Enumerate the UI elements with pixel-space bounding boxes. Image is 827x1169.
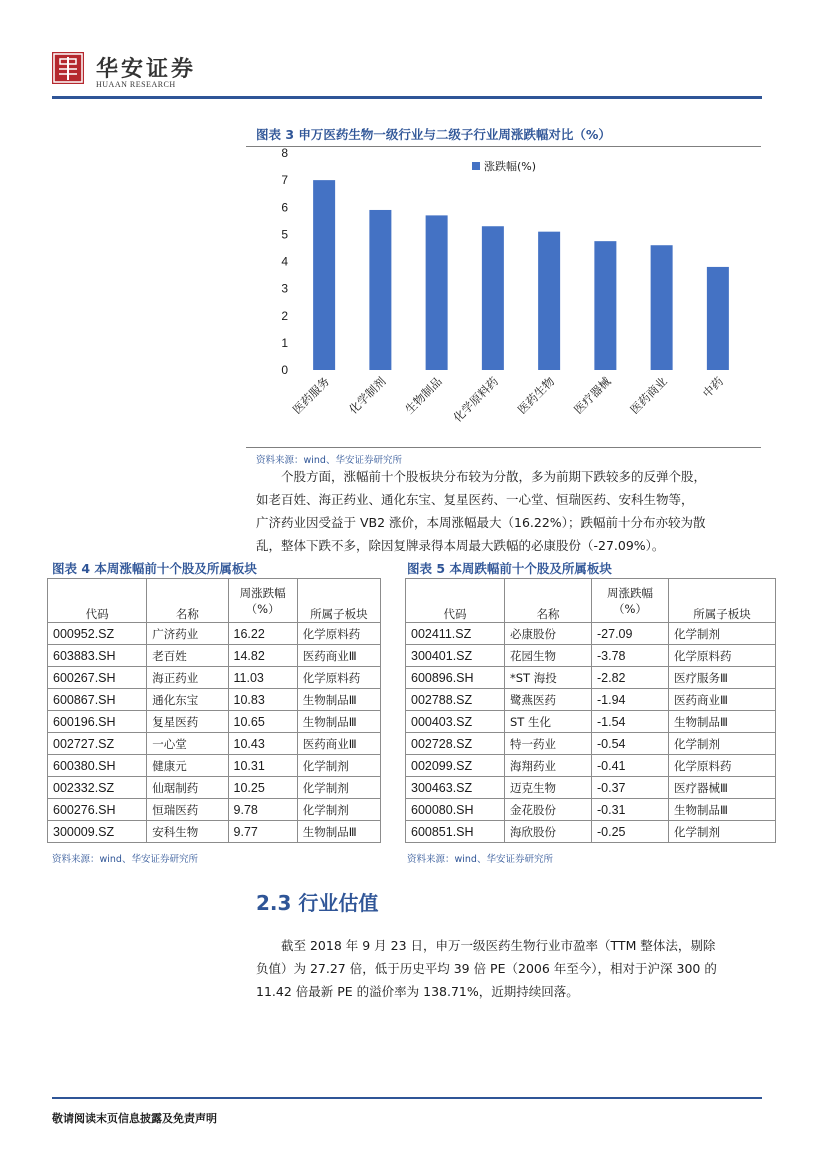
stock-code: 002332.SZ bbox=[48, 777, 147, 799]
y-tick-label: 8 bbox=[281, 147, 288, 160]
stock-name: 广济药业 bbox=[147, 623, 228, 645]
y-tick-label: 6 bbox=[281, 200, 288, 215]
table4-title: 图表 4 本周涨幅前十个股及所属板块 bbox=[52, 561, 257, 576]
sub-sector: 化学制剂 bbox=[669, 733, 776, 755]
table-row bbox=[48, 799, 381, 821]
weekly-change: 10.83 bbox=[228, 689, 297, 711]
sub-sector: 化学原料药 bbox=[669, 755, 776, 777]
y-tick-label: 1 bbox=[281, 335, 288, 350]
table-row bbox=[406, 733, 776, 755]
sub-sector: 医疗器械Ⅲ bbox=[669, 777, 776, 799]
weekly-change: -1.54 bbox=[592, 711, 669, 733]
stock-name: 鹭燕医药 bbox=[505, 689, 592, 711]
bar bbox=[651, 245, 673, 370]
sub-sector: 医药商业Ⅲ bbox=[669, 689, 776, 711]
header-change bbox=[592, 579, 669, 623]
table-row bbox=[48, 711, 381, 733]
weekly-change: -0.37 bbox=[592, 777, 669, 799]
table-row bbox=[48, 623, 381, 645]
table-row bbox=[48, 667, 381, 689]
sub-sector: 生物制品Ⅲ bbox=[297, 689, 380, 711]
y-tick-label: 4 bbox=[281, 254, 288, 269]
x-tick-label: 中药 bbox=[699, 374, 726, 401]
header-name: 名称 bbox=[505, 579, 592, 623]
figure3-title: 图表 3 申万医药生物一级行业与二级子行业周涨跌幅对比（%） bbox=[256, 127, 611, 142]
header-change-top: 周涨跌幅 bbox=[607, 585, 653, 600]
brand-name-cn: 华安证券 bbox=[96, 56, 197, 82]
table-row bbox=[406, 755, 776, 777]
weekly-change: -0.54 bbox=[592, 733, 669, 755]
table5-title: 图表 5 本周跌幅前十个股及所属板块 bbox=[407, 561, 612, 576]
table-row bbox=[406, 689, 776, 711]
sub-sector: 化学原料药 bbox=[669, 645, 776, 667]
weekly-change: 9.77 bbox=[228, 821, 297, 843]
stock-name: *ST 海投 bbox=[505, 667, 592, 689]
section-heading: 2.3 行业估值 bbox=[256, 891, 379, 915]
stock-code: 600851.SH bbox=[406, 821, 505, 843]
weekly-change: -3.78 bbox=[592, 645, 669, 667]
header-code: 代码 bbox=[406, 579, 505, 623]
weekly-change: 11.03 bbox=[228, 667, 297, 689]
sub-sector: 生物制品Ⅲ bbox=[669, 711, 776, 733]
sub-sector: 化学原料药 bbox=[297, 623, 380, 645]
stock-name: 健康元 bbox=[147, 755, 228, 777]
table-row bbox=[406, 777, 776, 799]
stock-code: 002411.SZ bbox=[406, 623, 505, 645]
stock-code: 600080.SH bbox=[406, 799, 505, 821]
header-divider bbox=[52, 96, 762, 99]
stock-code: 300463.SZ bbox=[406, 777, 505, 799]
stock-code: 300401.SZ bbox=[406, 645, 505, 667]
stock-name: 安科生物 bbox=[147, 821, 228, 843]
stock-name: 一心堂 bbox=[147, 733, 228, 755]
weekly-change: 10.65 bbox=[228, 711, 297, 733]
sub-sector: 化学制剂 bbox=[297, 799, 380, 821]
sub-sector: 化学原料药 bbox=[297, 667, 380, 689]
bar bbox=[369, 210, 391, 370]
paragraph-line: 负值）为 27.27 倍，低于历史平均 39 倍 PE（2006 年至今），相对于沪深 300 的 bbox=[256, 961, 717, 976]
sub-sector: 化学制剂 bbox=[669, 821, 776, 843]
header-sector: 所属子板块 bbox=[669, 579, 776, 623]
table-row bbox=[406, 623, 776, 645]
stock-name: 海翔药业 bbox=[505, 755, 592, 777]
weekly-change: -0.41 bbox=[592, 755, 669, 777]
table-row bbox=[406, 711, 776, 733]
sub-sector: 化学制剂 bbox=[669, 623, 776, 645]
y-tick-label: 3 bbox=[281, 281, 288, 296]
x-tick-label: 医疗器械 bbox=[571, 374, 614, 417]
paragraph-line: 乱，整体下跌不多，除因复牌录得本周最大跌幅的必康股份（-27.09%）。 bbox=[256, 538, 665, 553]
bar bbox=[313, 180, 335, 370]
stock-name: 迈克生物 bbox=[505, 777, 592, 799]
stock-name: 金花股份 bbox=[505, 799, 592, 821]
table-row bbox=[406, 645, 776, 667]
legend-swatch bbox=[472, 162, 480, 170]
y-tick-label: 0 bbox=[281, 363, 288, 377]
stock-code: 300009.SZ bbox=[48, 821, 147, 843]
figure3-bottom-rule bbox=[246, 447, 761, 448]
x-tick-label: 医药生物 bbox=[514, 374, 558, 417]
table-row bbox=[406, 821, 776, 843]
weekly-change: -27.09 bbox=[592, 623, 669, 645]
sub-sector: 生物制品Ⅲ bbox=[297, 821, 380, 843]
bar bbox=[538, 232, 560, 370]
weekly-change: 10.25 bbox=[228, 777, 297, 799]
sub-sector: 医药商业Ⅲ bbox=[297, 645, 380, 667]
figure3-source: 资料来源：wind、华安证券研究所 bbox=[256, 455, 402, 466]
stock-code: 600267.SH bbox=[48, 667, 147, 689]
bar bbox=[482, 226, 504, 370]
stock-code: 002099.SZ bbox=[406, 755, 505, 777]
sub-sector: 医疗服务Ⅲ bbox=[669, 667, 776, 689]
y-tick-label: 7 bbox=[281, 173, 288, 188]
header-change-bottom: （%） bbox=[613, 601, 647, 616]
disclaimer-notice: 敬请阅读末页信息披露及免责声明 bbox=[52, 1112, 217, 1125]
table-row bbox=[48, 645, 381, 667]
brand-name-en: HUAAN RESEARCH bbox=[96, 80, 176, 89]
table4-source: 资料来源：wind、华安证券研究所 bbox=[52, 854, 198, 865]
table-row bbox=[406, 799, 776, 821]
sub-sector: 生物制品Ⅲ bbox=[669, 799, 776, 821]
sub-sector: 医药商业Ⅲ bbox=[297, 733, 380, 755]
x-tick-label: 医药商业 bbox=[627, 374, 670, 417]
paragraph-line: 广济药业因受益于 VB2 涨价，本周涨幅最大（16.22%）；跌幅前十分布亦较为散 bbox=[256, 515, 706, 530]
stock-name: 恒瑞医药 bbox=[147, 799, 228, 821]
stock-code: 002788.SZ bbox=[406, 689, 505, 711]
stock-name: 仙琚制药 bbox=[147, 777, 228, 799]
weekly-change: -0.25 bbox=[592, 821, 669, 843]
stock-name: ST 生化 bbox=[505, 711, 592, 733]
stock-code: 600896.SH bbox=[406, 667, 505, 689]
sub-sector: 化学制剂 bbox=[297, 777, 380, 799]
footer-divider bbox=[52, 1097, 762, 1099]
header-change bbox=[228, 579, 297, 623]
stock-code: 002728.SZ bbox=[406, 733, 505, 755]
stock-code: 002727.SZ bbox=[48, 733, 147, 755]
stock-name: 必康股份 bbox=[505, 623, 592, 645]
header-code: 代码 bbox=[48, 579, 147, 623]
weekly-change: 16.22 bbox=[228, 623, 297, 645]
header-change-bottom: （%） bbox=[245, 601, 280, 616]
bar bbox=[707, 267, 729, 370]
header-change-top: 周涨跌幅 bbox=[239, 585, 286, 600]
stock-name: 复星医药 bbox=[147, 711, 228, 733]
paragraph-line: 11.42 倍最新 PE 的溢价率为 138.71%，近期持续回落。 bbox=[256, 984, 579, 999]
stock-code: 000952.SZ bbox=[48, 623, 147, 645]
paragraph-line: 个股方面，涨幅前十个股板块分布较为分散，多为前期下跌较多的反弹个股， bbox=[281, 469, 707, 484]
weekly-change: -2.82 bbox=[592, 667, 669, 689]
paragraph-line: 如老百姓、海正药业、通化东宝、复星医药、一心堂、恒瑞医药、安科生物等， bbox=[256, 492, 694, 507]
weekly-change: 10.31 bbox=[228, 755, 297, 777]
sub-sector: 生物制品Ⅲ bbox=[297, 711, 380, 733]
stock-name: 特一药业 bbox=[505, 733, 592, 755]
stock-name: 海欣股份 bbox=[505, 821, 592, 843]
weekly-change: 10.43 bbox=[228, 733, 297, 755]
y-tick-label: 2 bbox=[281, 308, 288, 323]
table-row bbox=[48, 689, 381, 711]
stock-commentary bbox=[256, 465, 761, 557]
stock-name: 海正药业 bbox=[147, 667, 228, 689]
paragraph-line: 截至 2018 年 9 月 23 日，申万一级医药生物行业市盈率（TTM 整体法，剔除 bbox=[281, 938, 716, 953]
legend-label: 涨跌幅(%) bbox=[484, 160, 537, 173]
header-name: 名称 bbox=[147, 579, 228, 623]
bar bbox=[426, 215, 448, 370]
table-row bbox=[406, 667, 776, 689]
stock-name: 花园生物 bbox=[505, 645, 592, 667]
stock-name: 通化东宝 bbox=[147, 689, 228, 711]
stock-code: 600196.SH bbox=[48, 711, 147, 733]
stock-name: 老百姓 bbox=[147, 645, 228, 667]
x-tick-label: 化学制剂 bbox=[346, 374, 389, 417]
top-losers-table bbox=[405, 578, 776, 843]
bar-chart bbox=[246, 147, 761, 445]
stock-code: 600867.SH bbox=[48, 689, 147, 711]
stock-code: 603883.SH bbox=[48, 645, 147, 667]
sub-sector: 化学制剂 bbox=[297, 755, 380, 777]
table5-source: 资料来源：wind、华安证券研究所 bbox=[407, 854, 553, 865]
x-tick-label: 医药服务 bbox=[289, 374, 333, 417]
table-row bbox=[48, 755, 381, 777]
x-tick-label: 化学原料药 bbox=[450, 374, 501, 425]
top-gainers-table bbox=[47, 578, 381, 843]
weekly-change: 14.82 bbox=[228, 645, 297, 667]
company-logo bbox=[52, 52, 84, 84]
y-tick-label: 5 bbox=[281, 227, 288, 242]
weekly-change: -1.94 bbox=[592, 689, 669, 711]
table-row bbox=[48, 821, 381, 843]
bar bbox=[594, 241, 616, 370]
stock-code: 600380.SH bbox=[48, 755, 147, 777]
table-row bbox=[48, 733, 381, 755]
valuation-paragraph bbox=[256, 934, 766, 1003]
table-row bbox=[48, 777, 381, 799]
weekly-change: -0.31 bbox=[592, 799, 669, 821]
stock-code: 600276.SH bbox=[48, 799, 147, 821]
stock-code: 000403.SZ bbox=[406, 711, 505, 733]
weekly-change: 9.78 bbox=[228, 799, 297, 821]
header-sector: 所属子板块 bbox=[297, 579, 380, 623]
x-tick-label: 生物制品 bbox=[402, 374, 445, 417]
